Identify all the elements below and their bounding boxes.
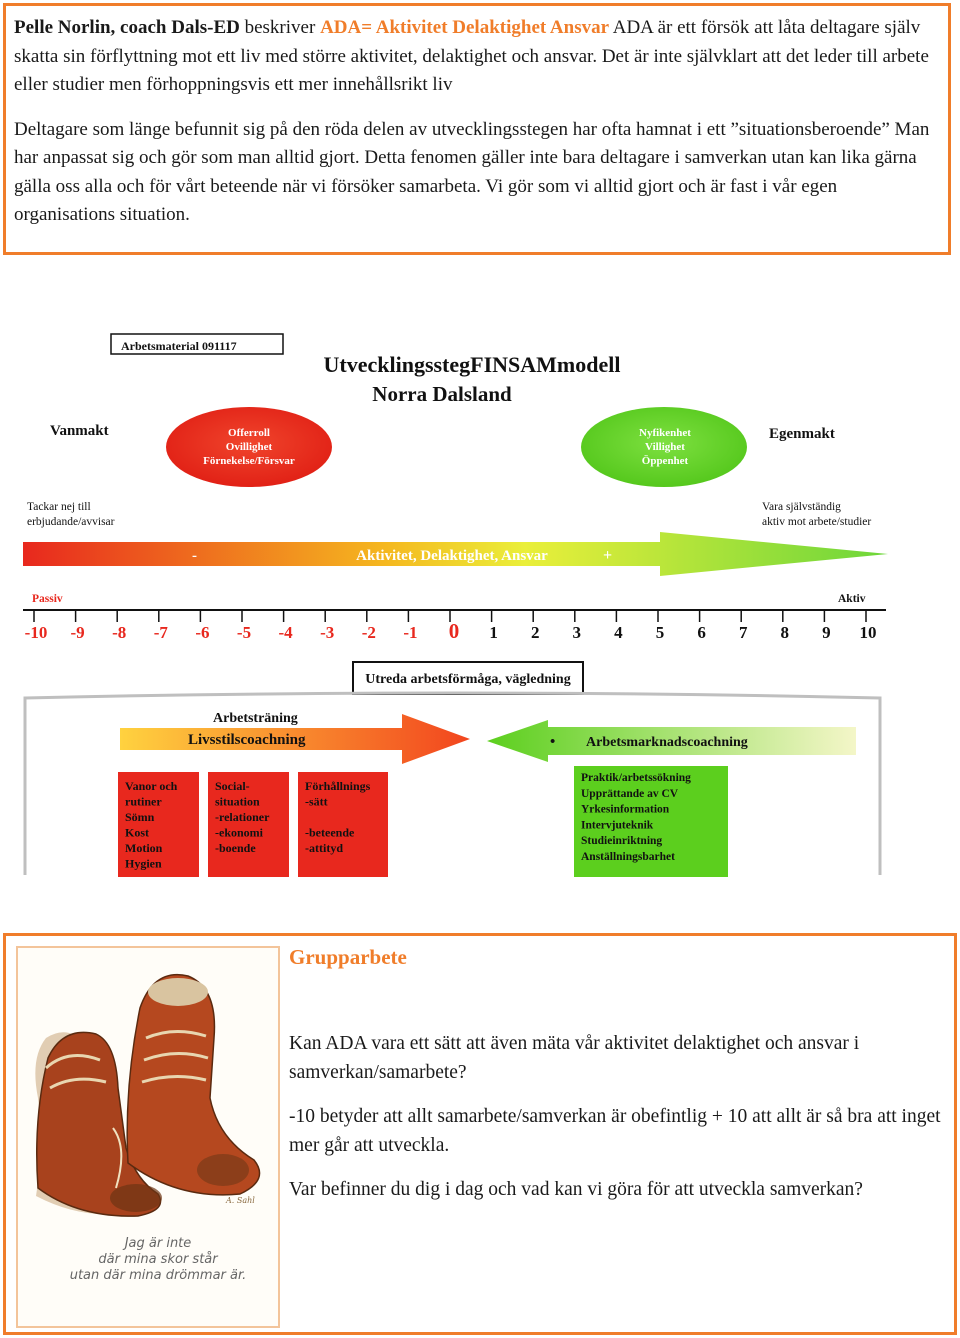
caption-line-3: utan där mina drömmar är. — [69, 1268, 247, 1283]
scale-label: -9 — [70, 623, 85, 642]
shoes-card — [16, 946, 280, 1328]
arrow-minus-sign: - — [192, 548, 197, 564]
right-boot-toe — [197, 1154, 249, 1186]
scale-label: -8 — [112, 623, 127, 642]
box-text-line: -ekonomi — [215, 825, 263, 840]
intro-rest: ADA är ett försök att låta deltagare själv skatta sin förflyttning mot ett liv med större aktivitet, delaktighet och ansvar. Det är inte självklart att det leder till arbete eller studier men förhoppningsvis ett mer innehållsrikt liv — [14, 17, 929, 95]
diagram-title: UtvecklingsstegFINSAMmodell — [323, 352, 621, 377]
box-text-line: -attityd — [305, 841, 343, 855]
box-text-line: Intervjuteknik — [581, 819, 654, 832]
scale-label: 0 — [448, 619, 460, 643]
group-work-box — [3, 933, 957, 1335]
box-text-line: rutiner — [125, 794, 162, 809]
left-note-line-2: erbjudande/avvisar — [27, 516, 115, 528]
scale-label: -4 — [278, 623, 293, 642]
box-text-line: Social- — [215, 779, 250, 793]
intro-paragraph — [14, 14, 940, 100]
box-text-line: Motion — [125, 841, 163, 855]
scale-label: 7 — [738, 623, 748, 642]
scale-label: -3 — [320, 623, 335, 642]
scale-label: 10 — [859, 623, 877, 642]
intro-verb: beskriver — [239, 17, 321, 38]
box-text-line: Kost — [125, 825, 149, 840]
question-3: Var befinner du dig i dag och vad kan vi göra för att utveckla samverkan? — [289, 1179, 863, 1200]
scale-label: 5 — [655, 623, 665, 642]
scale-label: 9 — [822, 623, 831, 642]
left-boot-toe — [110, 1184, 162, 1212]
question-2: -10 betyder att allt samarbete/samverkan är obefintlig + 10 att allt är så bra att inget mer går att utveckla. — [289, 1106, 941, 1156]
scale-label: -7 — [153, 623, 168, 642]
box-text-line: -relationer — [215, 810, 270, 824]
aktiv-label: Aktiv — [838, 593, 866, 605]
box-text-line: Praktik/arbetssökning — [581, 772, 691, 784]
scale-label: -5 — [236, 623, 252, 642]
author-name: Pelle Norlin, coach Dals-ED — [14, 17, 240, 38]
right-boot-opening — [148, 978, 208, 1006]
scale-ticks — [25, 610, 877, 643]
egenmakt-label: Egenmakt — [769, 426, 835, 442]
red-oval-line-3: Förnekelse/Försvar — [203, 455, 295, 467]
red-oval-line-2: Ovillighet — [225, 441, 273, 453]
scale-label: -10 — [24, 623, 48, 642]
box-text-line: Anställningsbarhet — [581, 851, 675, 863]
card-caption — [58, 1236, 258, 1284]
left-note-line-1: Tackar nej till — [27, 501, 91, 513]
card-signature: A. Sahl — [226, 1196, 255, 1205]
box-text-line: -beteende — [305, 825, 355, 840]
development-ladder-diagram — [0, 320, 960, 890]
ada-title: ADA= Aktivitet Delaktighet Ansvar — [320, 17, 610, 38]
box-text-line: Yrkesinformation — [581, 803, 670, 816]
red-oval-line-1: Offerroll — [228, 427, 270, 439]
scale-label: 8 — [780, 623, 790, 642]
livsstil-label: Livsstilscoachning — [188, 732, 306, 748]
scale-label: 1 — [489, 623, 498, 642]
green-oval-line-2: Villighet — [645, 441, 685, 453]
utreda-label: Utreda arbetsförmåga, vägledning — [365, 672, 571, 687]
arrow-label: Aktivitet, Delaktighet, Ansvar — [356, 548, 548, 564]
intro-box — [3, 3, 951, 255]
arbetstraning-label: Arbetsträning — [213, 711, 298, 726]
scale-label: 2 — [530, 623, 540, 642]
caption-line-1: Jag är inte — [124, 1236, 192, 1251]
caption-line-2: där mina skor står — [98, 1252, 218, 1267]
scale-label: 6 — [697, 623, 706, 642]
box-text-line: Upprättande av CV — [581, 787, 679, 800]
box-text-line: situation — [215, 794, 260, 809]
box-text-line: Förhållnings — [305, 779, 371, 793]
bullet-mark: • — [550, 734, 556, 750]
question-1: Kan ADA vara ett sätt att även mäta vår aktivitet delaktighet och ansvar i samverkan/samarbete? — [289, 1033, 860, 1083]
diagram-subtitle: Norra Dalsland — [372, 382, 512, 406]
green-oval-line-3: Öppenhet — [641, 455, 689, 467]
passiv-label: Passiv — [32, 593, 63, 605]
right-note-line-2: aktiv mot arbete/studier — [762, 516, 872, 528]
box-text-line: Studieinriktning — [581, 835, 663, 848]
box-text-line: Sömn — [125, 810, 155, 824]
arrow-plus-sign: + — [603, 547, 613, 564]
box-text-line: Hygien — [125, 856, 162, 871]
right-note-line-1: Vara självständig — [762, 501, 841, 513]
box-text-line: -sätt — [305, 794, 328, 809]
scale-label: -1 — [403, 623, 418, 642]
group-heading: Grupparbete — [289, 945, 407, 969]
scale-label: 3 — [572, 623, 582, 642]
scale-label: -6 — [195, 623, 210, 642]
situation-paragraph: Deltagare som länge befunnit sig på den röda delen av utvecklingsstegen har ofta hamnat i ett ”situationsberoende” Man har anpassat sig och gör som man alltid gjort. Detta fenomen gäller inte bara deltagare i samverkan utan kan lika gärna gälla oss alla och för vårt beteende när vi försöker samarbeta. Vi gör som vi alltid gjort och är fast i vår egen organisations situation. — [14, 118, 930, 225]
group-work-text — [289, 942, 951, 1204]
arbetsmarknad-label: Arbetsmarknadscoachning — [586, 735, 748, 750]
box-text-line: Vanor och — [125, 779, 178, 793]
box-text-line: -boende — [215, 841, 256, 855]
vanmakt-label: Vanmakt — [50, 423, 109, 439]
green-oval-line-1: Nyfikenhet — [639, 427, 691, 439]
badge-label: Arbetsmaterial 091117 — [121, 339, 237, 353]
scale-label: -2 — [361, 623, 376, 642]
scale-label: 4 — [614, 623, 623, 642]
